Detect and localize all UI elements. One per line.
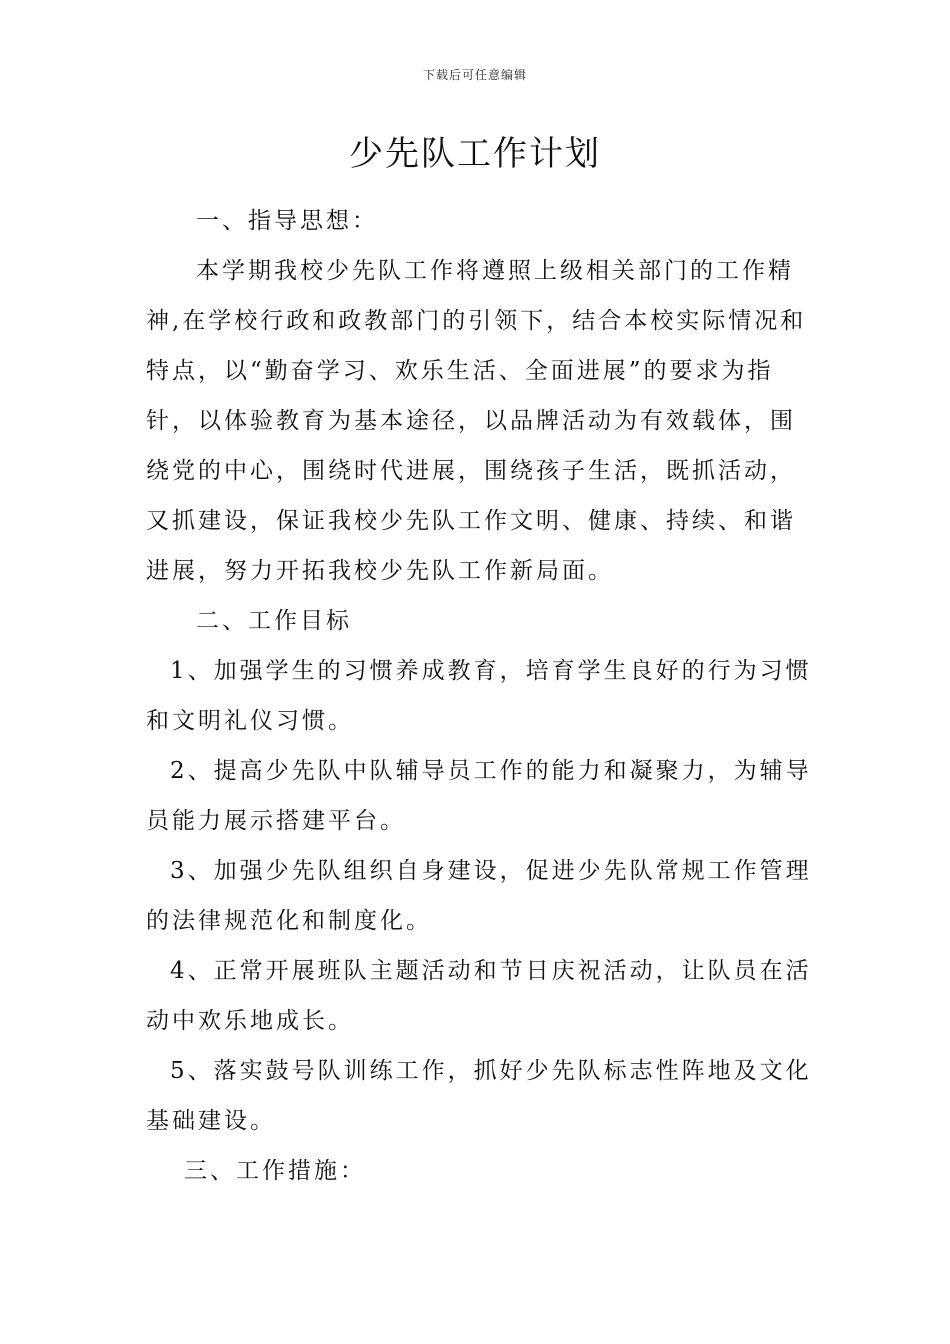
document-body (146, 196, 812, 1196)
paragraph-line: 特点，以“勤奋学习、欢乐生活、全面进展”的要求为指 (146, 358, 774, 384)
list-item-5-line-1: 5、落实鼓号队训练工作，抓好少先队标志性阵地及文化 (170, 1058, 812, 1084)
section-heading-guiding-ideology: 一、指导思想： (196, 208, 378, 234)
paragraph-line: 神,在学校行政和政教部门的引领下，结合本校实际情况和 (146, 308, 807, 334)
list-item-5-line-2: 基础建设。 (146, 1108, 276, 1134)
list-item-3-line-2: 的法律规范化和制度化。 (146, 908, 432, 934)
paragraph-line: 绕党的中心，围绕时代进展，围绕孩子生活，既抓活动， (146, 458, 796, 484)
list-item-3-line-1: 3、加强少先队组织自身建设，促进少先队常规工作管理 (170, 858, 812, 884)
paragraph-line: 针，以体验教育为基本途径，以品牌活动为有效载体，围 (146, 408, 796, 434)
list-item-1-line-1: 1、加强学生的习惯养成教育，培育学生良好的行为习惯 (170, 658, 812, 684)
paragraph-line: 又抓建设，保证我校少先队工作文明、健康、持续、和谐 (146, 508, 796, 534)
list-item-2-line-2: 员能力展示搭建平台。 (146, 808, 406, 834)
section-heading-work-goals: 二、工作目标 (196, 608, 352, 634)
header-note: 下载后可任意编辑 (422, 68, 527, 82)
list-item-2-line-1: 2、提高少先队中队辅导员工作的能力和凝聚力，为辅导 (170, 758, 812, 784)
list-item-1-line-2: 和文明礼仪习惯。 (146, 708, 354, 734)
paragraph-line: 进展，努力开拓我校少先队工作新局面。 (146, 558, 614, 584)
page-title: 少先队工作计划 (349, 134, 601, 174)
section-heading-work-measures: 三、工作措施： (184, 1158, 366, 1184)
list-item-4-line-1: 4、正常开展班队主题活动和节日庆祝活动，让队员在活 (170, 958, 812, 984)
list-item-4-line-2: 动中欢乐地成长。 (146, 1008, 354, 1034)
paragraph-line: 本学期我校少先队工作将遵照上级相关部门的工作精 (196, 258, 794, 284)
